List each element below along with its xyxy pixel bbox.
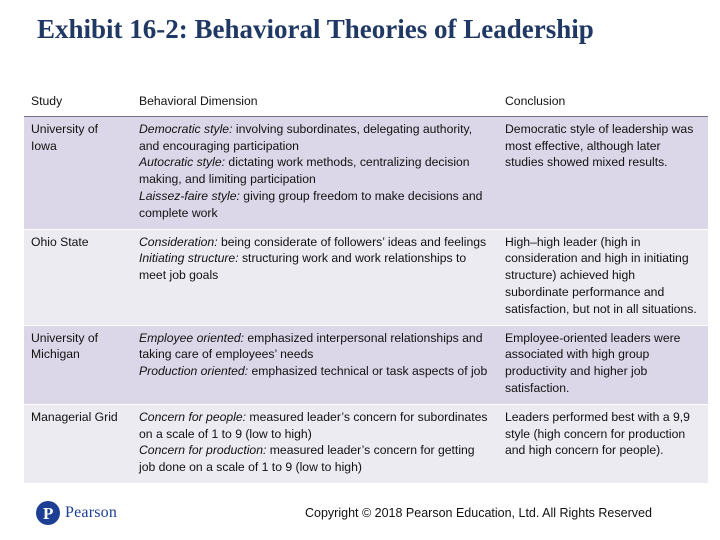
study-cell: University of Iowa — [24, 116, 132, 229]
dimension-item — [139, 442, 492, 476]
dimension-term: Consideration: — [139, 234, 218, 249]
study-cell: University of Michigan — [24, 325, 132, 404]
pearson-wordmark: Pearson — [65, 504, 118, 521]
dimension-text: dictating work methods, centralizing decision making, and limiting participation — [139, 155, 470, 187]
conclusion-cell: Democratic style of leadership was most effective, although later studies showed mixed results. — [498, 116, 708, 229]
dimension-item — [139, 409, 492, 443]
table-row-iowa — [24, 116, 708, 229]
table-row-michigan — [24, 325, 708, 404]
dimension-text: giving group freedom to make decisions and complete work — [139, 188, 483, 220]
dimension-term: Laissez-faire style: — [139, 188, 240, 203]
dimension-term: Autocratic style: — [139, 155, 226, 170]
dimension-cell — [132, 116, 498, 229]
dimension-item — [139, 234, 492, 251]
conclusion-cell: Employee-oriented leaders were associated with high group productivity and higher job satisfaction. — [498, 325, 708, 404]
copyright-notice: Copyright © 2018 Pearson Education, Ltd. All Rights Reserved — [305, 506, 652, 520]
header-conclusion: Conclusion — [498, 89, 708, 116]
conclusion-cell: Leaders performed best with a 9,9 style (high concern for production and high concern for people). — [498, 404, 708, 483]
dimension-text: measured leader’s concern for subordinates on a scale of 1 to 9 (low to high) — [139, 409, 488, 441]
dimension-text: measured leader’s concern for getting job done on a scale of 1 to 9 (low to high) — [139, 443, 475, 475]
dimension-item — [139, 363, 492, 380]
dimension-item — [139, 250, 492, 284]
dimension-text: structuring work and work relationships to meet job goals — [139, 251, 467, 283]
leadership-theories-table — [24, 89, 708, 484]
pearson-logo — [36, 500, 117, 526]
conclusion-cell: High–high leader (high in consideration and high in initiating structure) achieved high subordinate performance and satisfaction, but not in all situations. — [498, 229, 708, 325]
dimension-text: emphasized interpersonal relationships and taking care of employees’ needs — [139, 330, 483, 362]
pearson-logo-icon: P — [36, 501, 60, 525]
dimension-text: involving subordinates, delegating authority, and encouraging participation — [139, 121, 473, 153]
dimension-text: being considerate of followers’ ideas and feelings — [217, 234, 487, 249]
dimension-item — [139, 330, 492, 364]
dimension-item — [139, 154, 492, 188]
study-cell: Managerial Grid — [24, 404, 132, 483]
page-title: Exhibit 16-2: Behavioral Theories of Leadership — [37, 14, 594, 44]
dimension-cell — [132, 229, 498, 325]
dimension-cell — [132, 325, 498, 404]
table-row-managerial-grid — [24, 404, 708, 483]
dimension-item — [139, 121, 492, 155]
dimension-term: Concern for production: — [139, 443, 267, 458]
dimension-term: Production oriented: — [139, 364, 249, 379]
dimension-item — [139, 188, 492, 222]
dimension-term: Initiating structure: — [139, 251, 239, 266]
dimension-text: emphasized technical or task aspects of job — [248, 364, 488, 379]
dimension-term: Democratic style: — [139, 121, 233, 136]
header-study: Study — [24, 89, 132, 116]
table-header-row — [24, 89, 708, 116]
table-row-ohio-state — [24, 229, 708, 325]
header-behavioral-dimension: Behavioral Dimension — [132, 89, 498, 116]
dimension-term: Employee oriented: — [139, 330, 245, 345]
study-cell: Ohio State — [24, 229, 132, 325]
dimension-cell — [132, 404, 498, 483]
dimension-term: Concern for people: — [139, 409, 247, 424]
